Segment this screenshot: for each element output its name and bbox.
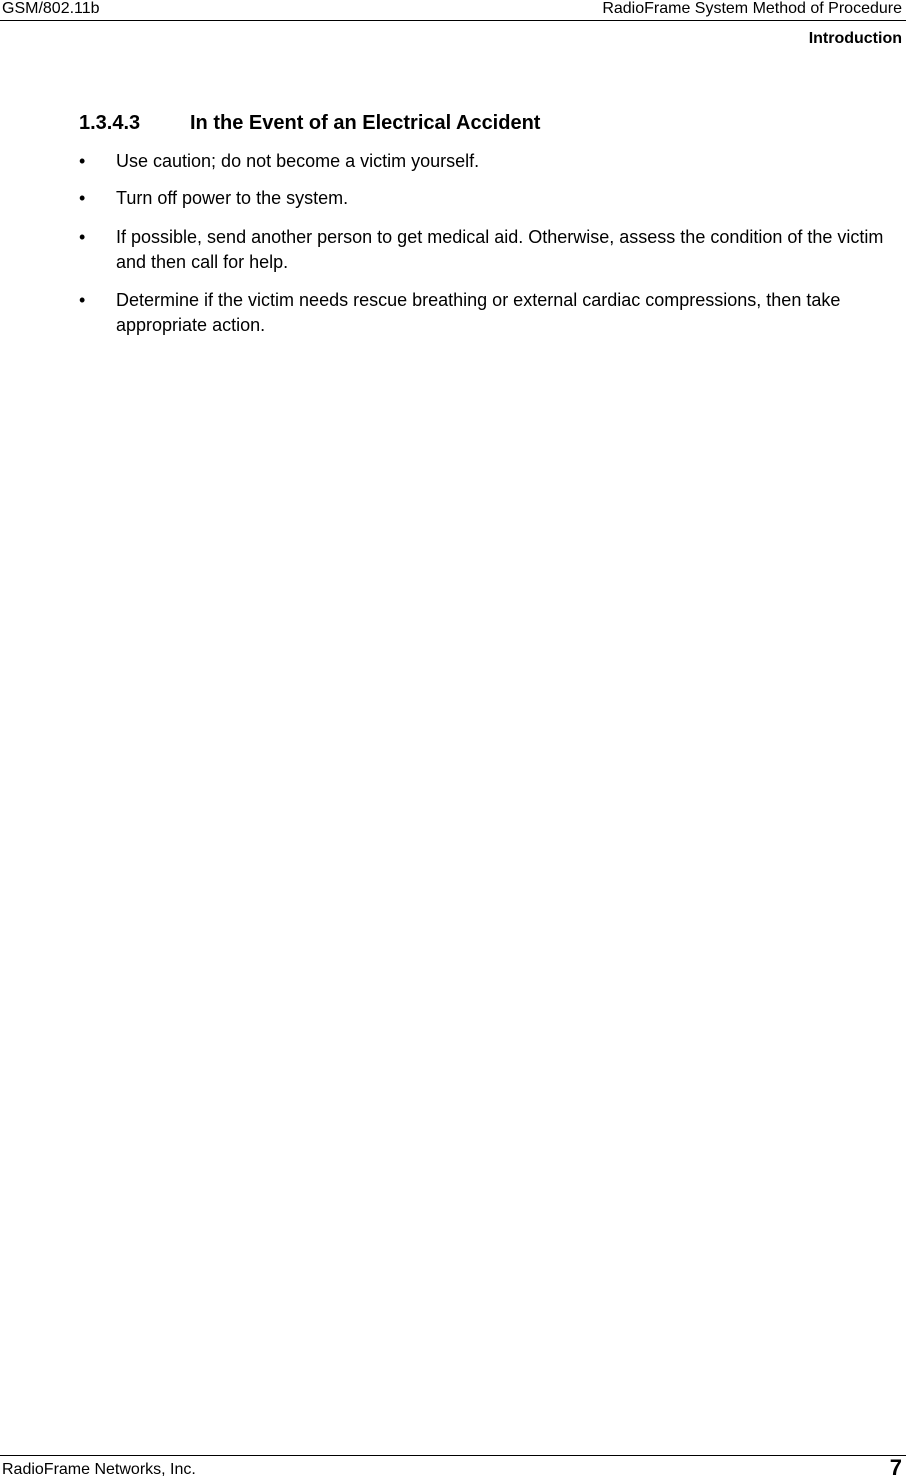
- header-document-id: GSM/802.11b: [2, 0, 100, 17]
- section-heading-title: In the Event of an Electrical Accident: [190, 112, 541, 134]
- bullet-icon: •: [79, 151, 86, 171]
- section-heading-number: 1.3.4.3: [79, 112, 141, 134]
- section-heading: [79, 111, 540, 135]
- list-item-text: If possible, send another person to get medical aid. Otherwise, assess the condition of the victim and then call for help.: [116, 227, 884, 272]
- bullet-icon: •: [79, 188, 86, 208]
- page-number: 7: [889, 1455, 902, 1480]
- list-item-text: Use caution; do not become a victim yourself.: [116, 151, 480, 171]
- footer-company: RadioFrame Networks, Inc.: [2, 1461, 196, 1478]
- list-item-text: Turn off power to the system.: [116, 188, 349, 208]
- header-divider: [0, 20, 906, 21]
- header-document-title: RadioFrame System Method of Procedure: [602, 0, 902, 17]
- bullet-icon: •: [79, 227, 86, 247]
- list-item-text: Determine if the victim needs rescue breathing or external cardiac compressions, then take appropriate action.: [116, 290, 841, 335]
- footer-divider: [0, 1455, 906, 1456]
- section-label: Introduction: [808, 30, 902, 47]
- bullet-icon: •: [79, 290, 86, 310]
